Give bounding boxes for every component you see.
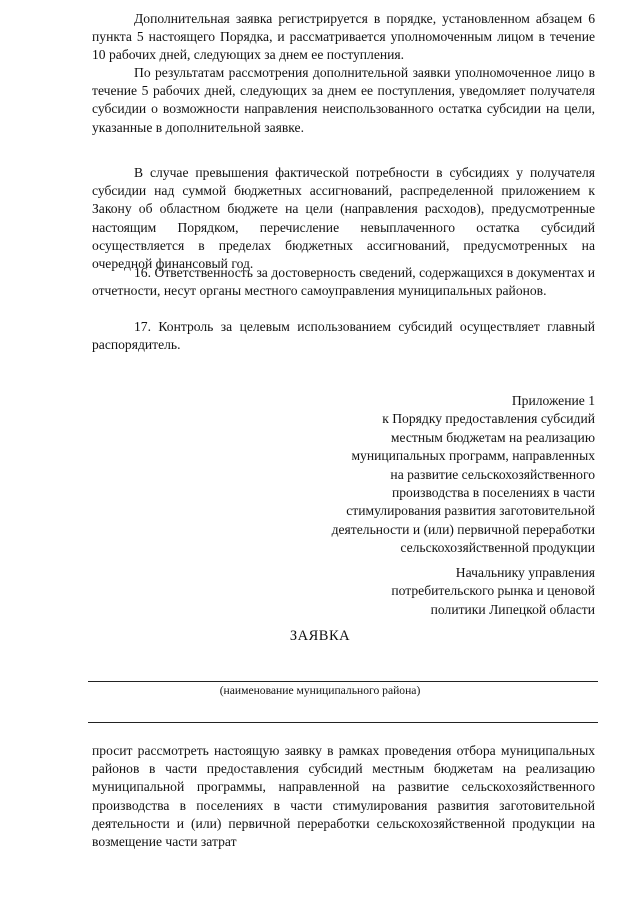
appendix-line: деятельности и (или) первичной переработки <box>331 521 595 537</box>
addressee-block <box>295 564 595 619</box>
addressee-line: политики Липецкой области <box>430 601 595 617</box>
form-title: ЗАЯВКА <box>289 628 351 644</box>
addressee-line: Начальнику управления <box>455 565 595 580</box>
appendix-line: на развитие сельскохозяйственного <box>390 466 595 482</box>
appendix-line: местным бюджетам на реализацию <box>390 429 595 445</box>
paragraph-review-results: По результатам рассмотрения дополнительной заявки уполномоченное лицо в течение 5 рабочих дней, следующих за днем ее поступления, уведомляет получателя субсидии о возможности направления неиспользованного остатка субсидии на цели, указанные в дополнительной заявке. <box>92 65 595 135</box>
appendix-line: стимулирования развития заготовительной <box>346 503 595 519</box>
addressee-line: потребительского рынка и ценовой <box>391 583 595 599</box>
paragraph-additional-application: Дополнительная заявка регистрируется в порядке, установленном абзацем 6 пункта 5 настоящего Порядка, и рассматривается уполномоченным лицом в течение 10 рабочих дней, следующих за днем ее поступления. <box>92 11 595 63</box>
appendix-line: сельскохозяйственной продукции <box>400 540 595 556</box>
appendix-line: производства в поселениях в части <box>391 485 595 501</box>
municipal-district-field-line <box>88 681 598 682</box>
second-field-line <box>88 722 598 723</box>
municipal-district-field-caption: (наименование муниципального района) <box>219 684 421 697</box>
appendix-line: муниципальных программ, направленных <box>351 448 595 464</box>
appendix-line: к Порядку предоставления субсидий <box>382 411 595 427</box>
appendix-heading <box>295 392 595 558</box>
form-body-text: просит рассмотреть настоящую заявку в рамках проведения отбора муниципальных районов в части предоставления субсидий местным бюджетам на реализацию муниципальной программы, направленной на развитие сельскохозяйственного производства в поселениях в части стимулирования развития заготовительной деятельности и (или) первичной переработки сельскохозяйственной продукции на возмещение части затрат <box>92 743 595 850</box>
appendix-line: Приложение 1 <box>511 393 595 408</box>
paragraph-excess-demand: В случае превышения фактической потребности в субсидиях у получателя субсидии над суммой бюджетных ассигнований, распределенной приложением к Закону об областном бюджете на цели (направления расходов), предусмотренные настоящим Порядком, перечисление невыплаченного остатка субсидий осуществляется в пределах бюджетных ассигнований, предусмотренных на очередной финансовый год. <box>92 165 595 272</box>
paragraph-17-control: 17. Контроль за целевым использованием субсидий осуществляет главный распорядитель. <box>92 319 595 353</box>
paragraph-16-responsibility: 16. Ответственность за достоверность сведений, содержащихся в документах и отчетности, несут органы местного самоуправления муниципальных районов. <box>92 265 595 299</box>
